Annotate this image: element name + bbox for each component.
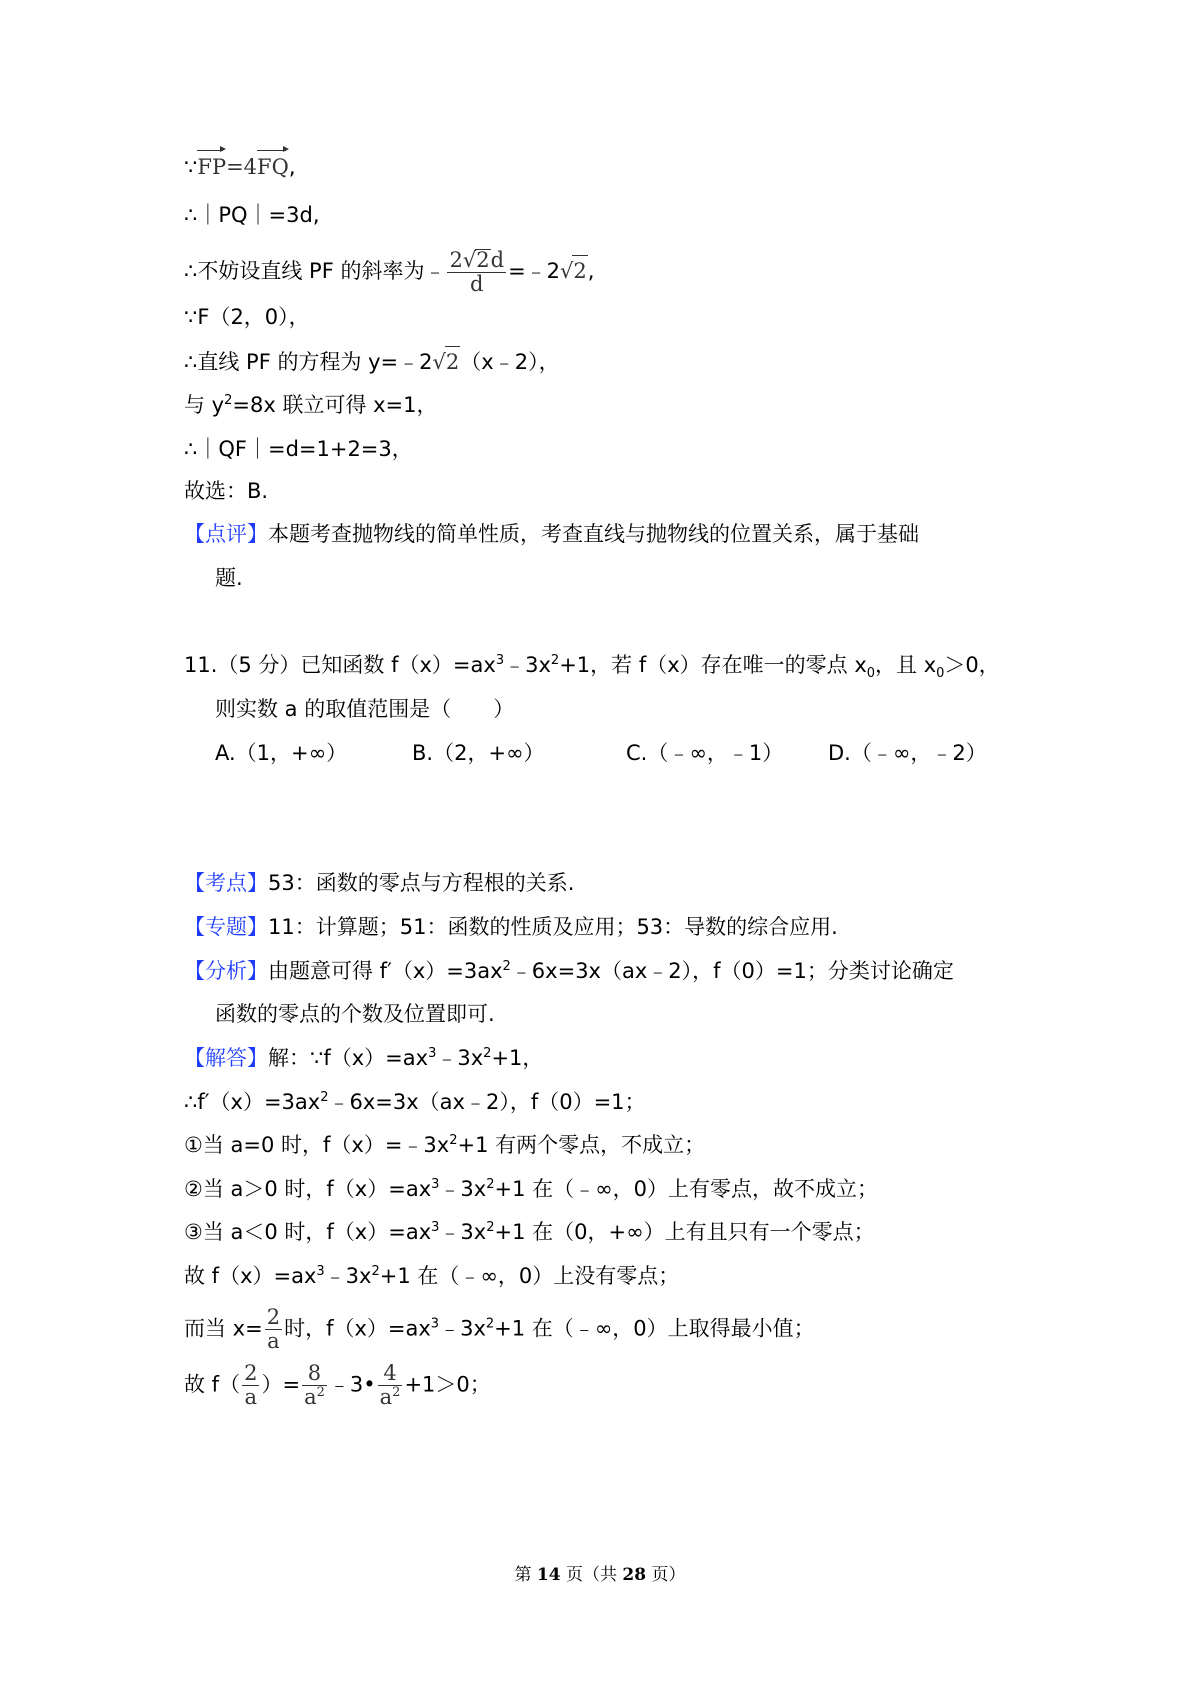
exponent: 2 [550, 653, 560, 668]
jieda-line [184, 1043, 543, 1073]
fraction-denominator [378, 1386, 403, 1409]
zhuanti-line [184, 912, 838, 942]
page-number: 14 [536, 1565, 561, 1585]
footer-text: 页） [646, 1565, 686, 1585]
subscript: 0 [866, 666, 876, 682]
text: +1，若 f（x）存在唯一的零点 x [559, 653, 867, 677]
solution-case-2 [184, 1174, 878, 1204]
slope-fraction [447, 248, 506, 296]
text: ③当 a＜0 时，f（x）=ax [184, 1220, 432, 1244]
text: +1 在（﹣∞，0）上有零点，故不成立； [494, 1177, 878, 1201]
fraction-denominator: a [244, 1385, 258, 1409]
text: =8x 联立可得 x=1， [232, 393, 438, 417]
exponent: 2 [371, 1264, 380, 1279]
num-var: d [490, 248, 505, 272]
solution-step-derivative [184, 1087, 646, 1117]
text: +1， [491, 1046, 544, 1070]
review-line-2: 题. [215, 566, 243, 590]
kaodian-text: 53：函数的零点与方程根的关系. [268, 871, 575, 895]
text: ②当 a＞0 时，f（x）=ax [184, 1177, 432, 1201]
text: ﹣6x=3x（ax﹣2），f（0）=1； [328, 1090, 646, 1114]
exponent: 2 [486, 1177, 495, 1192]
kaodian-tag: 【考点】 [184, 871, 268, 895]
text: ）= [261, 1372, 301, 1397]
sqrt-symbol: √2 [462, 248, 490, 272]
fraction-2-over-a [242, 1362, 259, 1409]
den-base: a [379, 1385, 393, 1409]
text: ﹣3x [324, 1264, 372, 1288]
text: 故 f（ [184, 1372, 241, 1397]
text: 由题意可得 f′（x）=3ax [268, 959, 503, 983]
solution-line-intersect [184, 390, 438, 420]
question-11-stem [184, 650, 1000, 680]
slope-fraction-numerator [447, 248, 506, 273]
fenxi-line-2: 函数的零点的个数及位置即可. [215, 1002, 495, 1026]
text: 故 f（x）=ax [184, 1264, 317, 1288]
option-d: D.（﹣∞，﹣2） [828, 741, 987, 765]
text: ＞0， [944, 653, 1000, 677]
vector-fq: FQ [257, 148, 289, 182]
exponent: 3 [431, 1177, 440, 1192]
den-base: a [304, 1385, 317, 1409]
text: 解：∵f（x）=ax [268, 1046, 429, 1070]
text: ﹣3• [328, 1372, 376, 1397]
footer-text: 页（共 [560, 1565, 623, 1585]
text: +1 在（0，+∞）上有且只有一个零点； [494, 1220, 875, 1244]
exponent: 2 [320, 1090, 329, 1105]
exponent: 2 [392, 1385, 401, 1400]
exponent: 2 [224, 393, 233, 408]
text: +1 在（﹣∞，0）上取得最小值； [494, 1316, 815, 1341]
slope-text: ∴不妨设直线 PF 的斜率为﹣ [184, 259, 446, 283]
slope-fraction-denominator: d [470, 272, 484, 296]
vector-fp: FP [197, 148, 226, 182]
solution-line-qf: ∴｜QF｜=d=1+2=3， [184, 437, 413, 461]
solution-line-pq: ∴｜PQ｜=3d, [184, 203, 320, 227]
fraction-numerator: 4 [378, 1362, 403, 1386]
fraction-8-over-a2 [302, 1362, 327, 1409]
question-11-line-2: 则实数 a 的取值范围是（ ） [215, 697, 515, 721]
fraction-4-over-a2 [378, 1362, 403, 1409]
page-total: 28 [622, 1565, 647, 1585]
zhuanti-tag: 【专题】 [184, 915, 268, 939]
fraction-numerator: 2 [266, 1305, 281, 1329]
sqrt-symbol: √2 [433, 346, 461, 377]
solution-line-focus: ∵F（2，0）， [184, 305, 310, 329]
text: ﹣3x [436, 1046, 484, 1070]
review-text: 本题考查抛物线的简单性质，考查直线与抛物线的位置关系，属于基础 [268, 522, 919, 546]
fraction-denominator [302, 1386, 327, 1409]
solution-line-equation [184, 346, 560, 377]
because-symbol: ∵ [184, 155, 198, 179]
solution-minimum [184, 1306, 815, 1353]
text: ﹣3x [439, 1316, 486, 1341]
option-b: B.（2，+∞） [412, 741, 545, 765]
fraction-numerator: 8 [302, 1362, 327, 1386]
option-c: C.（﹣∞，﹣1） [626, 741, 784, 765]
solution-line-answer: 故选：B. [184, 479, 269, 503]
sqrt-symbol: √2 [560, 255, 588, 286]
text: ﹣3x [504, 653, 551, 677]
review-tag: 【点评】 [184, 522, 268, 546]
kaodian-line [184, 868, 574, 898]
text: 与 y [184, 393, 225, 417]
punct: , [288, 155, 296, 179]
radicand: 2 [476, 248, 490, 272]
solution-no-zero [184, 1261, 679, 1291]
text: 11.（5 分）已知函数 f（x）=ax [184, 653, 496, 677]
fenxi-tag: 【分析】 [184, 959, 268, 983]
exponent: 2 [449, 1133, 458, 1148]
exponent: 2 [485, 1316, 495, 1332]
text: ①当 a=0 时，f（x）=﹣3x [184, 1133, 450, 1157]
text: ，且 x [875, 653, 937, 677]
exponent: 2 [316, 1385, 325, 1400]
solution-evaluate [184, 1362, 491, 1409]
solution-line-vector [184, 148, 296, 182]
text: ﹣3x [439, 1220, 487, 1244]
exponent: 3 [316, 1264, 325, 1279]
exponent: 2 [486, 1220, 495, 1235]
num-coef: 2 [449, 248, 463, 272]
exponent: 2 [483, 1046, 492, 1061]
exponent: 2 [502, 959, 511, 974]
footer-text: 第 [514, 1565, 537, 1585]
text: ∴f′（x）=3ax [184, 1090, 321, 1114]
text: +1 在（﹣∞，0）上没有零点； [379, 1264, 680, 1288]
equation-tail: （x﹣2）， [460, 350, 560, 374]
text: ﹣6x=3x（ax﹣2），f（0）=1；分类讨论确定 [510, 959, 954, 983]
equation-text: ∴直线 PF 的方程为 y=﹣2 [184, 350, 433, 374]
exponent: 3 [428, 1046, 437, 1061]
fenxi-line [184, 956, 954, 986]
jieda-tag: 【解答】 [184, 1046, 268, 1070]
solution-line-slope [184, 248, 594, 296]
punct: , [587, 259, 595, 283]
zhuanti-text: 11：计算题；51：函数的性质及应用；53：导数的综合应用. [268, 915, 838, 939]
review-line [184, 519, 919, 549]
text: +1 有两个零点，不成立； [457, 1133, 706, 1157]
solution-case-1 [184, 1130, 705, 1160]
text: 时，f（x）=ax [284, 1316, 431, 1341]
radicand: 2 [445, 346, 460, 377]
fraction-numerator: 2 [244, 1361, 258, 1385]
subscript: 0 [936, 666, 945, 682]
page-footer [0, 1560, 1200, 1585]
text: ﹣3x [439, 1177, 487, 1201]
fraction-2-over-a [265, 1306, 282, 1353]
exponent: 3 [495, 653, 505, 668]
text: +1＞0； [404, 1372, 491, 1397]
text: 而当 x= [184, 1316, 263, 1341]
exponent: 3 [430, 1316, 440, 1332]
radicand: 2 [572, 255, 587, 286]
slope-eq: =﹣2 [508, 259, 561, 283]
solution-case-3 [184, 1217, 875, 1247]
option-a: A.（1，+∞） [215, 741, 348, 765]
fraction-denominator: a [267, 1329, 280, 1353]
exponent: 3 [431, 1220, 440, 1235]
vector-coef: =4 [226, 155, 258, 179]
